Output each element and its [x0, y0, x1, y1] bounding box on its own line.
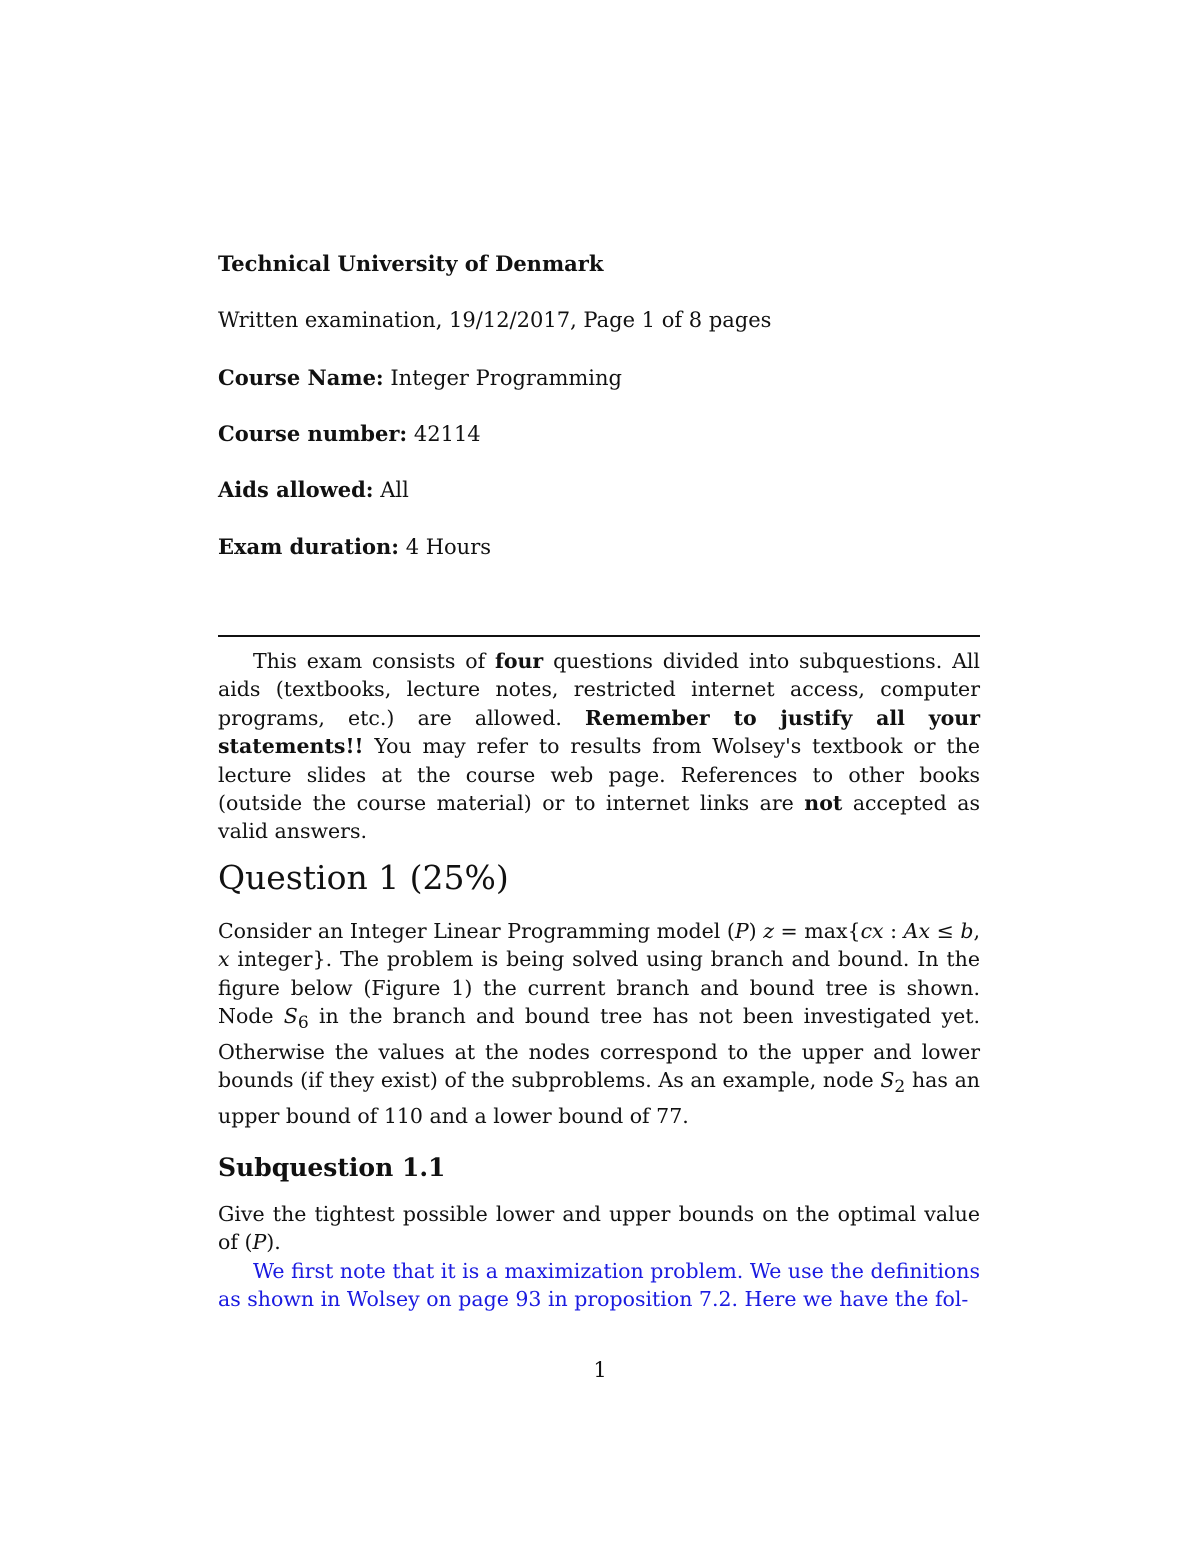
answer-text: We first note that it is a maximization problem. We use the definitions as shown in Wolsey on page 93 in proposition 7.2. Here we have the fol-: [218, 1259, 980, 1312]
question-paragraph: Consider an Integer Linear Programming model (P) z = max{cx : Ax ≤ b, x integer}. The problem is being solved using branch and bound. In the figure below (Figure 1) the current branch and bound tree is shown. Node $S_6$ in the branch and bound tree has not been investigated yet. Otherwise the values at the nodes correspond to the upper and lower bounds (if they exist) of the subproblems. As an example, node $S_2$ has an upper bound of 110 and a lower bound of 77.: [218, 919, 980, 1128]
exam-duration: Exam duration: 4 Hours: [218, 534, 492, 559]
intro-paragraph: This exam consists of four questions divided into subquestions. All aids (textbooks, lecture notes, restricted internet access, computer programs, etc.) are allowed. Remember to justify all your statements!! You may refer to results from Wolsey's textbook or the lecture slides at the course web page. References to other books (outside the course material) or to internet links are not accepted as valid answers.: [218, 649, 980, 844]
aids-allowed: Aids allowed: All: [218, 477, 409, 502]
exam-line: Written examination, 19/12/2017, Page 1 of 8 pages: [218, 308, 772, 332]
course-name: Course Name: Integer Programming: [218, 365, 622, 390]
subquestion-text: Give the tightest possible lower and upper bounds on the optimal value of (P).: [218, 1202, 980, 1255]
subquestion-title: Subquestion 1.1: [218, 1153, 446, 1182]
university-name: Technical University of Denmark: [218, 251, 604, 276]
question-title: Question 1 (25%): [218, 858, 509, 897]
page-number: 1: [593, 1358, 607, 1382]
horizontal-rule: [218, 635, 980, 637]
course-number: Course number: 42114: [218, 421, 481, 446]
